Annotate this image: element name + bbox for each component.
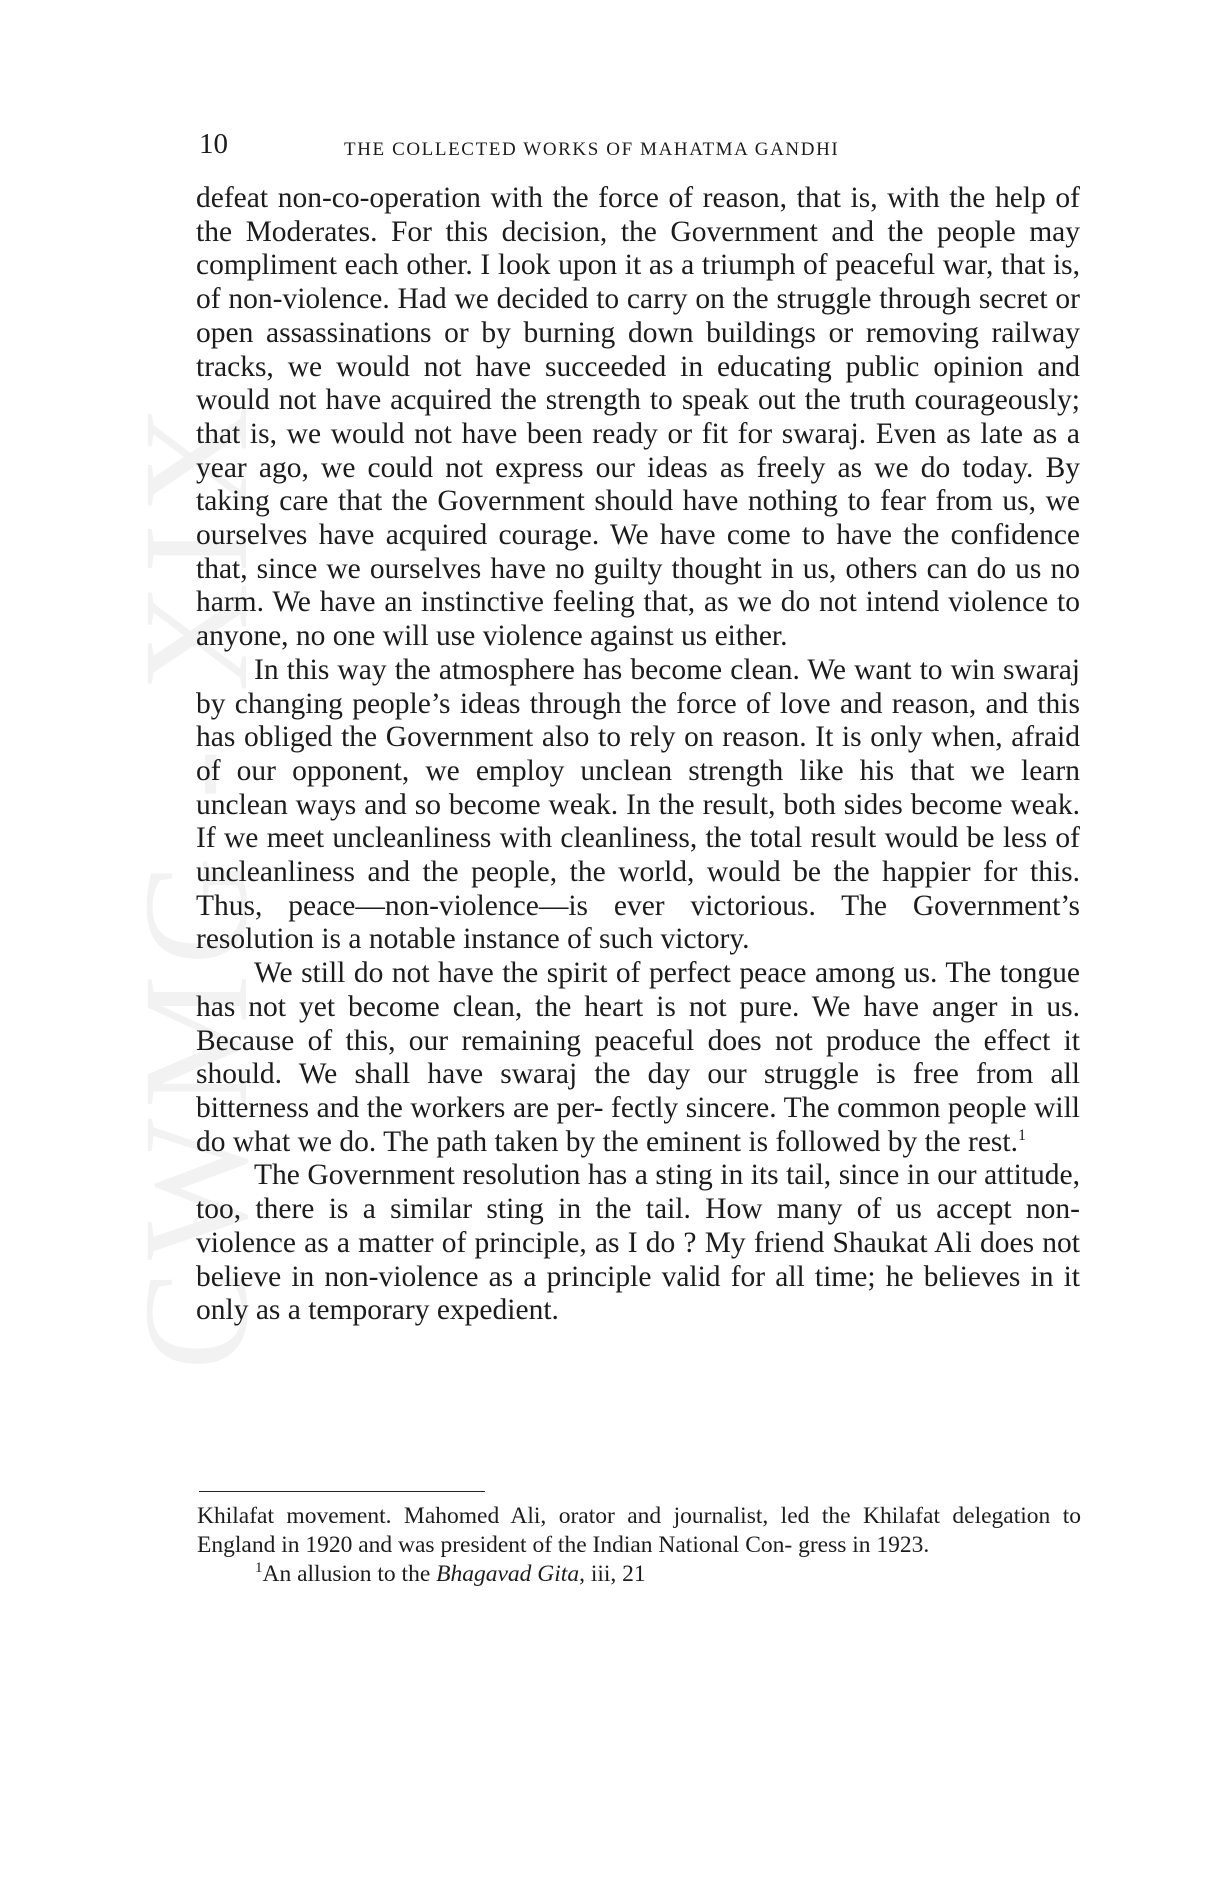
paragraph-4: The Government resolution has a sting in its tail, since in our attitude, too, there is a similar sting in the tail. How many of us accept non-violence as a matter of principle, as I do ? My friend Shaukat Ali does not believe in non-violence as a principle valid for all time; he believes in it only as a temporary expedient.: [196, 1159, 1080, 1327]
page-header: [199, 128, 1081, 168]
paragraph-2: In this way the atmosphere has become clean. We want to win swaraj by changing people’s ideas through the force of love and reason, and this has obliged the Government also to rely on reason. It is only when, afraid of our opponent, we employ unclean strength like his that we learn unclean ways and so become weak. In the result, both sides become weak. If we meet uncleanliness with cleanliness, the total result would be less of uncleanliness and the people, the world, would be the happier for this. Thus, peace—non-violence—is ever victorious. The Government’s resolution is a notable instance of such victory.: [196, 653, 1080, 956]
footnote-1-book-title: Bhagavad Gita: [436, 1561, 580, 1587]
footnote-1-text-before: An allusion to the: [262, 1561, 437, 1587]
footnote-1-marker: 1: [255, 1560, 263, 1576]
body-text: [196, 182, 1080, 1328]
watermark: CWMG - XIX: [113, 395, 279, 1370]
footnote-1: [197, 1560, 1081, 1589]
footnote-1-text-after: , iii, 21: [579, 1561, 646, 1587]
paragraph-3: [196, 957, 1080, 1159]
footnotes: [197, 1502, 1081, 1589]
footnote-continued: Khilafat movement. Mahomed Ali, orator and journalist, led the Khilafat delegation to England in 1920 and was president of the Indian National Con- gress in 1923.: [197, 1503, 1081, 1558]
footnote-rule: [199, 1491, 485, 1492]
paragraph-1: defeat non-co-operation with the force of reason, that is, with the help of the Moderates. For this decision, the Government and the people may compliment each other. I look upon it as a triumph of peaceful war, that is, of non-violence. Had we decided to carry on the struggle through secret or open assassinations or by burning down buildings or removing railway tracks, we would not have succeeded in educating public opinion and would not have acquired the strength to speak out the truth courageously; that is, we would not have been ready or fit for swaraj. Even as late as a year ago, we could not express our ideas as freely as we do today. By taking care that the Government should have nothing to fear from us, we ourselves have acquired courage. We have come to have the confidence that, since we ourselves have no guilty thought in us, others can do us no harm. We have an instinctive feeling that, as we do not intend violence to anyone, no one will use violence against us either.: [196, 182, 1080, 653]
footnote-reference: 1: [1017, 1126, 1026, 1144]
page-number: 10: [199, 128, 228, 160]
running-head: THE COLLECTED WORKS OF MAHATMA GANDHI: [344, 139, 840, 160]
paragraph-3-text: We still do not have the spirit of perfect peace among us. The tongue has not yet become clean, the heart is not pure. We have anger in us. Because of this, our remaining peaceful does not produce the effect it should. We shall have swaraj the day our struggle is free from all bitterness and the workers are per- fectly sincere. The common people will do what we do. The path taken by the eminent is followed by the rest.: [196, 957, 1080, 1158]
